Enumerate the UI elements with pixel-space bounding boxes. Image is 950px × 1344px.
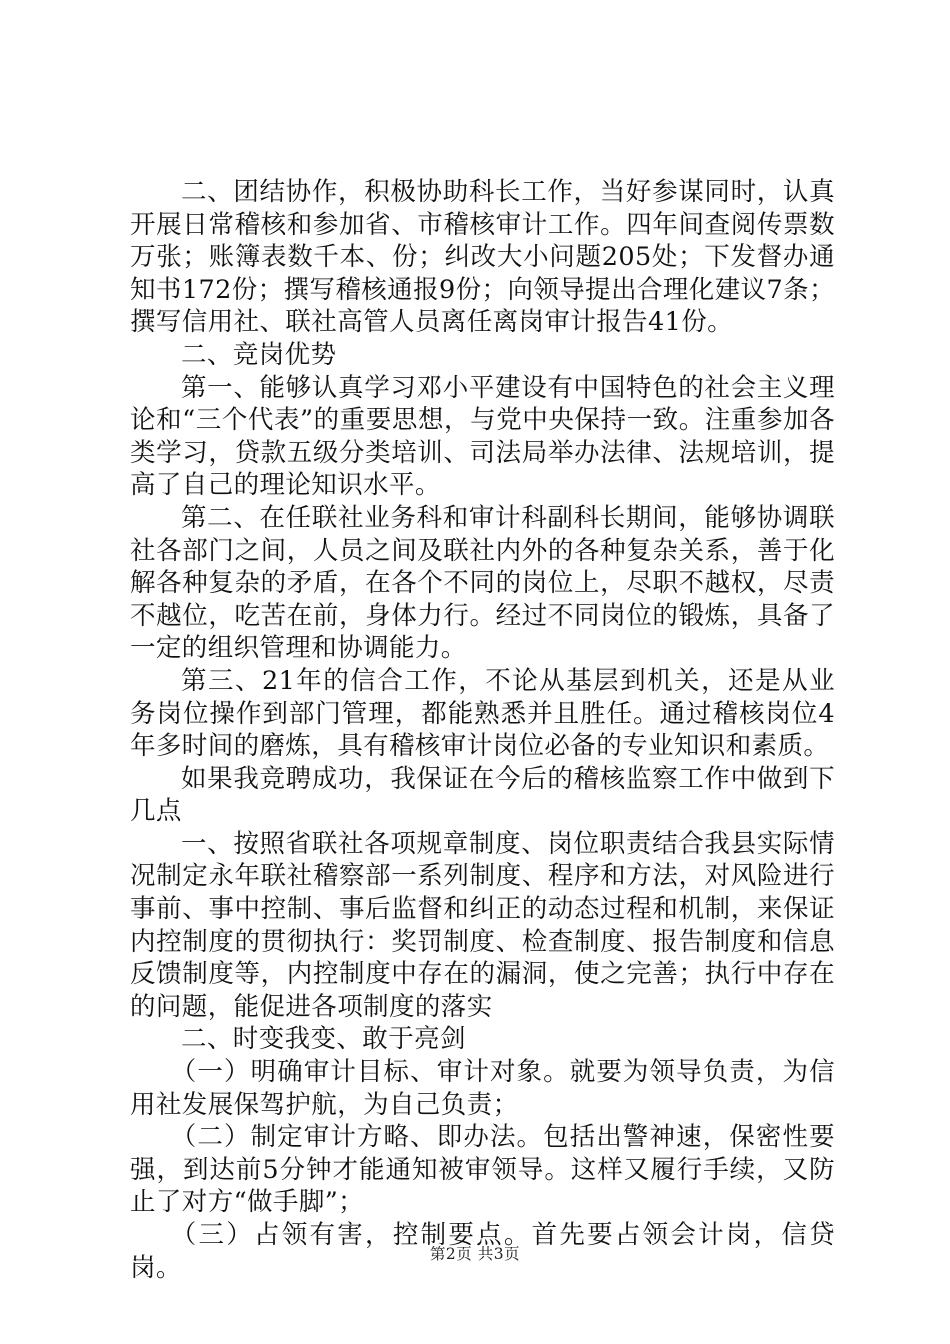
paragraph-subitem-two: （二）制定审计方略、即办法。包括出警神速，保密性要强，到达前5分钟才能通知被审领导。这样又履行手续，又防止了对方“做手脚”； — [130, 1122, 835, 1218]
heading-commitment-second: 二、时变我变、敢于亮剑 — [181, 1024, 466, 1055]
paragraph-advantage-third: 第三、21年的信合工作，不论从基层到机关，还是从业务岗位操作到部门管理，都能熟悉并且胜任。通过稽核岗位4年多时间的磨炼，具有稽核审计岗位必备的专业知识和素质。 — [130, 665, 835, 762]
paragraph-commitment-first: 一、按照省联社各项规章制度、岗位职责结合我县实际情况制定永年联社稽察部一系列制度、程序和方法，对风险进行事前、事中控制、事后监督和纠正的动态过程和机制，来保证内控制度的贯彻执行：奖罚制度、检查制度、报告制度和信息反馈制度等，内控制度中存在的漏洞，使之完善；执行中存在的问题，能促进各项制度的落实 — [130, 828, 835, 1022]
paragraph-work-summary: 二、团结协作，积极协助科长工作，当好参谋同时，认真开展日常稽核和参加省、市稽核审计工作。四年间查阅传票数万张；账簿表数千本、份；纠改大小问题205处；下发督办通知书172份；撰写稽核通报9份；向领导提出合理化建议7条；撰写信用社、联社高管人员离任离岗审计报告41份。 — [130, 177, 835, 338]
paragraph-commitment-intro: 如果我竞聘成功，我保证在今后的稽核监察工作中做到下几点 — [130, 763, 835, 827]
document-body — [130, 176, 835, 1284]
paragraph-subitem-three: （三）占领有害，控制要点。首先要占领会计岗，信贷岗。 — [130, 1220, 835, 1283]
paragraph-subitem-one: （一）明确审计目标、审计对象。就要为领导负责，为信用社发展保驾护航，为自己负责； — [130, 1057, 835, 1120]
paragraph-advantage-first: 第一、能够认真学习邓小平建设有中国特色的社会主义理论和“三个代表”的重要思想，与党中央保持一致。注重参加各类学习，贷款五级分类培训、司法局举办法律、法规培训，提高了自己的理论知识水平。 — [130, 372, 835, 501]
paragraph-advantage-second: 第二、在任联社业务科和审计科副科长期间，能够协调联社各部门之间，人员之间及联社内外的各种复杂关系，善于化解各种复杂的矛盾，在各个不同的岗位上，尽职不越权，尽责不越位，吃苦在前，身体力行。经过不同岗位的锻炼，具备了一定的组织管理和协调能力。 — [130, 502, 835, 664]
heading-advantages: 二、竞岗优势 — [181, 339, 337, 370]
page-footer: 第2页 共3页 — [429, 1245, 521, 1263]
